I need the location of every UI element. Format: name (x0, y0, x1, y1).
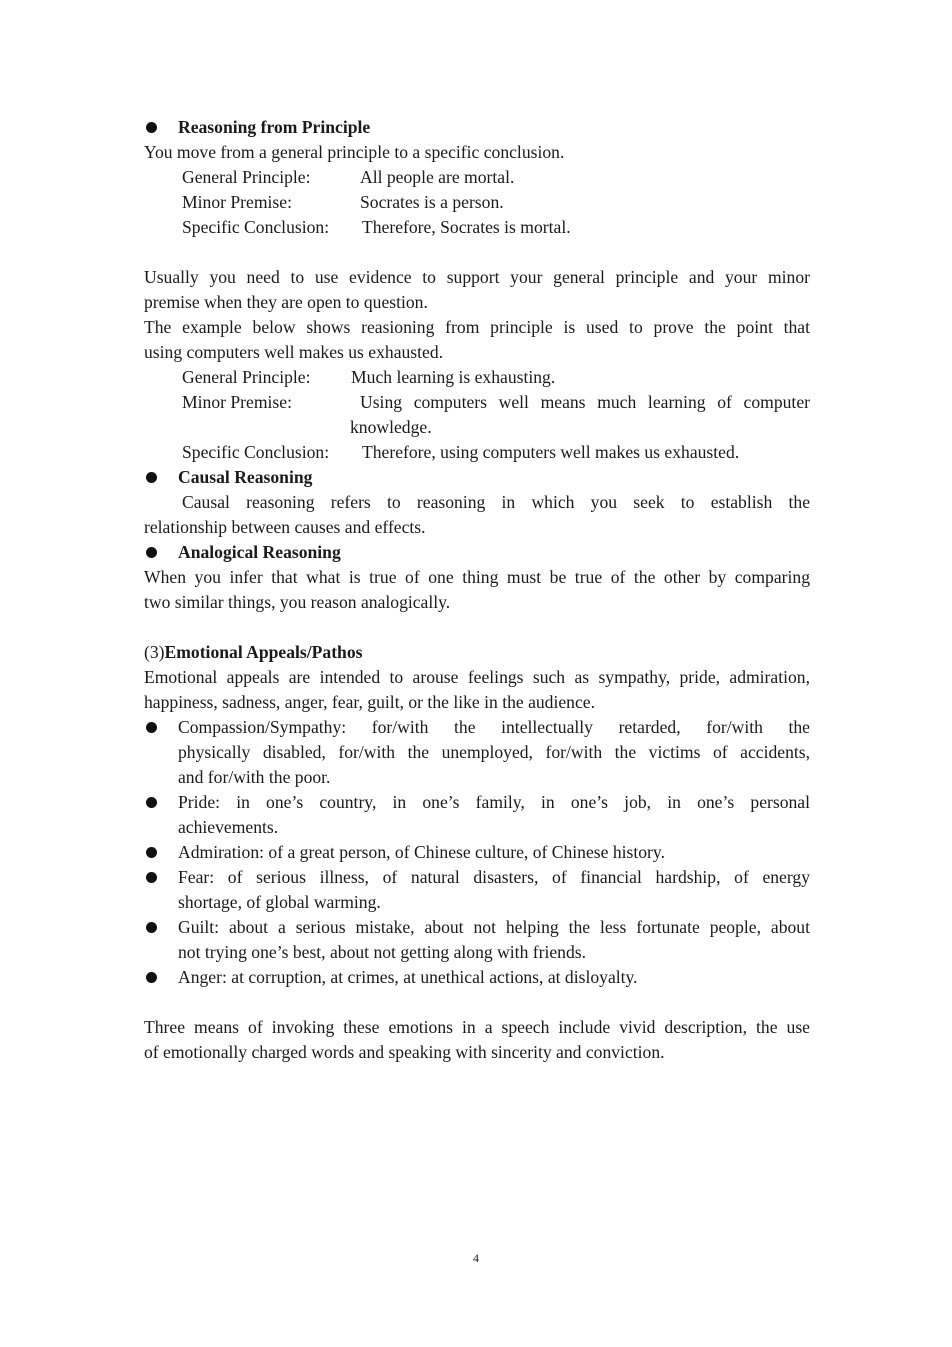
page-content (144, 115, 810, 1065)
spacer (144, 615, 810, 640)
bullet-compassion-line3: and for/with the poor. (178, 767, 331, 787)
example2-minor-premise-continued: knowledge. (350, 417, 432, 437)
example1-specific-conclusion: Specific Conclusion: Therefore, Socrates is mortal. (182, 217, 571, 237)
principle-intro: You move from a general principle to a specific conclusion. (144, 142, 565, 162)
bullet-icon (146, 797, 157, 808)
heading-reasoning-from-principle: Reasoning from Principle (144, 115, 810, 140)
example1-minor-premise: Minor Premise: Socrates is a person. (182, 192, 504, 212)
paragraph-evidence-line2: premise when they are open to question. (144, 292, 428, 312)
bullet-icon (146, 922, 157, 933)
bullet-fear-line1: Fear: of serious illness, of natural disasters, of financial hardship, of energy (144, 865, 810, 890)
bullet-guilt-line1: Guilt: about a serious mistake, about not helping the less fortunate people, about (144, 915, 810, 940)
page-number: 4 (473, 1251, 479, 1265)
bullet-icon (146, 847, 157, 858)
paragraph-example-line1: The example below shows reasioning from principle is used to prove the point that (144, 317, 810, 337)
closing-line2: of emotionally charged words and speaking with sincerity and conviction. (144, 1042, 665, 1062)
paragraph-example-line2: using computers well makes us exhausted. (144, 342, 444, 362)
closing-line1: Three means of invoking these emotions in a speech include vivid description, the use (144, 1017, 810, 1037)
bullet-compassion-line2: physically disabled, for/with the unemployed, for/with the victims of accidents, (178, 742, 810, 762)
bullet-pride-line1: Pride: in one’s country, in one’s family, in one’s job, in one’s personal (144, 790, 810, 815)
heading-analogical-reasoning: Analogical Reasoning (144, 540, 810, 565)
emotion-intro-line2: happiness, sadness, anger, fear, guilt, or the like in the audience. (144, 692, 595, 712)
bullet-compassion-line1: Compassion/Sympathy: for/with the intellectually retarded, for/with the (144, 715, 810, 740)
example2-general-principle: General Principle: Much learning is exhausting. (182, 367, 556, 387)
causal-line2: relationship between causes and effects. (144, 517, 426, 537)
heading-emotional-appeals: (3)Emotional Appeals/Pathos (144, 642, 363, 662)
example2-specific-conclusion: Specific Conclusion: Therefore, using computers well makes us exhausted. (182, 442, 740, 462)
bullet-admiration-line1: Admiration: of a great person, of Chinese culture, of Chinese history. (144, 840, 810, 865)
bullet-anger-line1: Anger: at corruption, at crimes, at unethical actions, at disloyalty. (144, 965, 810, 990)
analogical-line2: two similar things, you reason analogically. (144, 592, 451, 612)
bullet-icon (146, 722, 157, 733)
spacer (144, 240, 810, 265)
bullet-icon (146, 547, 157, 558)
paragraph-evidence-line1: Usually you need to use evidence to support your general principle and your minor (144, 267, 810, 287)
bullet-fear-line2: shortage, of global warming. (178, 892, 381, 912)
spacer (144, 990, 810, 1015)
example2-minor-premise: Minor Premise: Using computers well means much learning of computer (182, 392, 810, 412)
emotion-intro-line1: Emotional appeals are intended to arouse feelings such as sympathy, pride, admiration, (144, 667, 810, 687)
bullet-icon (146, 122, 157, 133)
example1-general-principle: General Principle: All people are mortal. (182, 167, 515, 187)
bullet-guilt-line2: not trying one’s best, about not getting along with friends. (178, 942, 587, 962)
heading-causal-reasoning: Causal Reasoning (144, 465, 810, 490)
analogical-line1: When you infer that what is true of one thing must be true of the other by comparing (144, 567, 810, 587)
bullet-icon (146, 472, 157, 483)
bullet-icon (146, 972, 157, 983)
bullet-pride-line2: achievements. (178, 817, 279, 837)
causal-line1: Causal reasoning refers to reasoning in which you seek to establish the (182, 492, 810, 512)
bullet-icon (146, 872, 157, 883)
